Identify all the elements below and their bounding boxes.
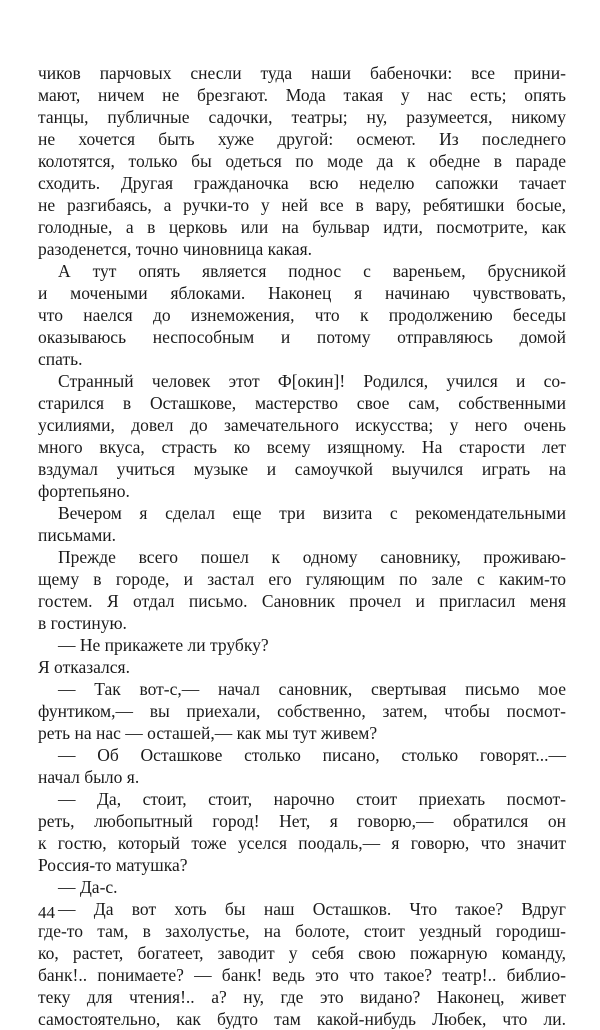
text-line: щему в городе, и застал его гуляющим по зале с каким-то	[38, 569, 566, 589]
text-line: — Об Осташкове столько писано, столько говорят...—	[58, 745, 566, 765]
text-line: ко, растет, богатеет, заводит у себя свою пожарную команду,	[38, 943, 566, 963]
text-line: Я отказался.	[38, 657, 130, 677]
text-line: — Да вот хоть бы наш Осташков. Что такое? Вдруг	[58, 899, 566, 919]
text-line: — Не прикажете ли трубку?	[58, 635, 269, 655]
text-line: и мочеными яблоками. Наконец я начинаю чувствовать,	[38, 283, 566, 303]
text-line: к гостю, который тоже уселся поодаль,— я говорю, что значит	[38, 833, 566, 853]
text-line: много вкуса, страсть ко всему изящному. На старости лет	[38, 437, 566, 457]
text-line: где-то там, в захолустье, на болоте, стоит уездный городиш-	[38, 921, 566, 941]
text-line: разоденется, точно чиновница какая.	[38, 239, 313, 259]
text-line: теку для чтения!.. а? ну, где это видано? Наконец, живет	[38, 987, 566, 1007]
page-number: 44	[38, 903, 55, 922]
text-line: Странный человек этот Ф[окин]! Родился, учился и со-	[58, 371, 566, 391]
text-line: танцы, публичные садочки, театры; ну, разумеется, никому	[38, 107, 566, 127]
text-line: А тут опять является поднос с вареньем, брусникой	[58, 261, 566, 281]
text-line: что наелся до изнеможения, что к продолжению беседы	[38, 305, 566, 325]
text-body	[38, 62, 566, 1030]
text-line: спать.	[38, 349, 83, 369]
text-line: — Так вот-с,— начал сановник, свертывая письмо мое	[58, 679, 566, 699]
text-line: банк!.. понимаете? — банк! ведь это что такое? театр!.. библио-	[38, 965, 566, 985]
text-line: вздумал учиться музыке и самоучкой выучился играть на	[38, 459, 566, 479]
text-line: не хочется быть хуже другой: осмеют. Из последнего	[38, 129, 566, 149]
text-line: в гостиную.	[38, 613, 127, 633]
text-line: реть на нас — осташей,— как мы тут живем?	[38, 723, 378, 743]
text-line: мают, ничем не брезгают. Мода такая у нас есть; опять	[38, 85, 566, 105]
text-line: фунтиком,— вы приехали, собственно, затем, чтобы посмот-	[38, 701, 566, 721]
text-line: усилиями, довел до замечательного искусства; у него очень	[38, 415, 566, 435]
text-line: фортепьяно.	[38, 481, 130, 501]
text-line: реть, любопытный город! Нет, я говорю,— обратился он	[38, 811, 566, 831]
text-line: чиков парчовых снесли туда наши бабеночки: все прини-	[38, 63, 566, 83]
text-line: Россия-то матушка?	[38, 855, 188, 875]
text-line: начал было я.	[38, 767, 140, 787]
text-line: старился в Осташкове, мастерство свое сам, собственными	[38, 393, 566, 413]
text-line: Прежде всего пошел к одному сановнику, проживаю-	[58, 547, 566, 567]
text-line: колотятся, только бы одеться по моде да к обедне в параде	[38, 151, 566, 171]
text-line: голодные, а в церковь или на бульвар идти, посмотрите, как	[38, 217, 566, 237]
text-line: гостем. Я отдал письмо. Сановник прочел и пригласил меня	[38, 591, 566, 611]
text-line: Вечером я сделал еще три визита с рекомендательными	[58, 503, 566, 523]
text-line: — Да-с.	[58, 877, 118, 897]
text-line: — Да, стоит, стоит, нарочно стоит приехать посмот-	[58, 789, 566, 809]
text-line: не разгибаясь, а ручки-то у ней все в вару, ребятишки босые,	[38, 195, 566, 215]
text-line: письмами.	[38, 525, 117, 545]
text-line: сходить. Другая гражданочка всю неделю сапожки тачает	[38, 173, 566, 193]
text-line: самостоятельно, как будто там какой-нибудь Любек, что ли.	[38, 1009, 566, 1029]
text-line: оказываюсь неспособным и потому отправляюсь домой	[38, 327, 566, 347]
